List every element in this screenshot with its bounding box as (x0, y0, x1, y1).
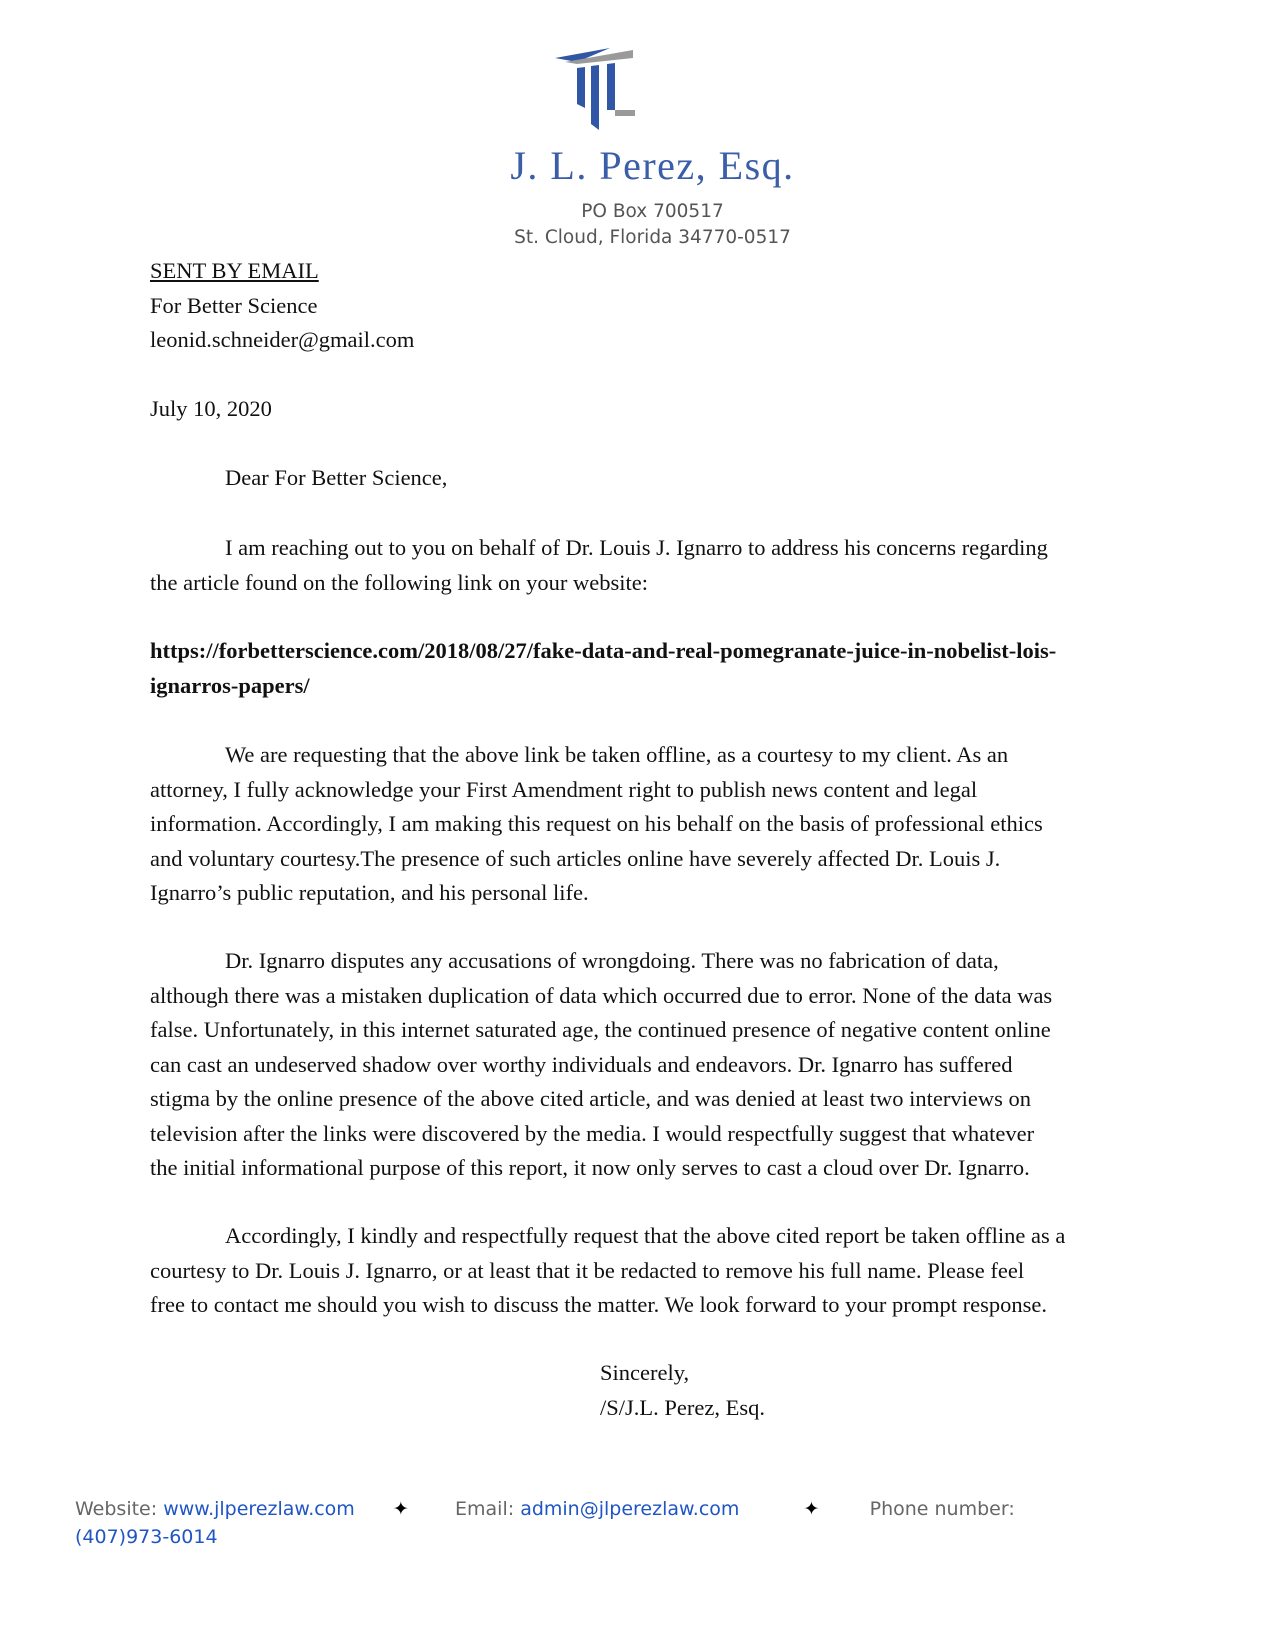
paragraph-line: the initial informational purpose of this report, it now only serves to cast a cloud over Dr. Ignarro. (150, 1155, 1030, 1180)
email-label: Email: (455, 1498, 515, 1520)
paragraph-line: Ignarro’s public reputation, and his personal life. (150, 880, 589, 905)
paragraph-line: the article found on the following link on your website: (150, 569, 649, 595)
address-po-box: PO Box 700517 (581, 201, 724, 222)
paragraph-line: can cast an undeserved shadow over worthy individuals and endeavors. Dr. Ignarro has suffered (150, 1051, 1013, 1077)
firm-name: J. L. Perez, Esq. (510, 143, 795, 188)
valediction: Sincerely, (600, 1360, 690, 1385)
date-text: July 10, 2020 (150, 396, 272, 421)
pillars-logo-icon (555, 48, 645, 138)
paragraph-line: and voluntary courtesy.The presence of such articles online have severely affected Dr. Louis J. (150, 845, 1001, 871)
article-link[interactable] (150, 634, 1165, 703)
website-link[interactable]: www.jlperezlaw.com (163, 1498, 355, 1520)
email-link[interactable]: admin@jlperezlaw.com (520, 1498, 740, 1520)
article-link-line[interactable]: https://forbetterscience.com/2018/08/27/fake-data-and-real-pomegranate-juice-in-nobelist-lois- (150, 638, 1057, 663)
closing-block (600, 1356, 1000, 1425)
separator-icon: ✦ (803, 1498, 820, 1520)
salutation (150, 461, 1165, 496)
paragraph-line: although there was a mistaken duplication of data which occurred due to error. None of the data was (150, 982, 1053, 1008)
recipient-name: For Better Science (150, 292, 318, 318)
paragraph-line: stigma by the online presence of the above cited article, and was denied at least two interviews on (150, 1086, 1031, 1111)
paragraph-line: television after the links were discovered by the media. I would respectfully suggest that whatever (150, 1120, 1035, 1146)
paragraph-line: false. Unfortunately, in this internet saturated age, the continued presence of negative content online (150, 1017, 1051, 1042)
phone-link[interactable]: (407)973-6014 (75, 1526, 218, 1548)
paragraph-line: Dr. Ignarro disputes any accusations of wrongdoing. There was no fabrication of data, (225, 948, 999, 973)
salutation-text: Dear For Better Science, (225, 465, 448, 490)
paragraph-line: I am reaching out to you on behalf of Dr. Louis J. Ignarro to address his concerns regarding (225, 535, 1048, 560)
paragraph-line: attorney, I fully acknowledge your First Amendment right to publish news content and legal (150, 776, 978, 802)
phone-label: Phone number: (869, 1498, 1015, 1520)
separator-icon: ✦ (392, 1498, 409, 1520)
paragraph-line: We are requesting that the above link be taken offline, as a courtesy to my client. As an (225, 742, 1009, 767)
address-city: St. Cloud, Florida 34770-0517 (514, 227, 791, 248)
footer-contact (75, 1498, 1225, 1554)
paragraph-line: information. Accordingly, I am making this request on his behalf on the basis of professional ethics (150, 811, 1043, 836)
paragraph-line: courtesy to Dr. Louis J. Ignarro, or at least that it be redacted to remove his full name. Please feel (150, 1257, 1025, 1283)
paragraph-dispute (150, 944, 1165, 1186)
delivery-method: SENT BY EMAIL (150, 258, 319, 283)
website-label: Website: (75, 1498, 158, 1520)
paragraph-request (150, 738, 1165, 911)
letter-date (150, 392, 1165, 427)
paragraph-closing-request (150, 1219, 1165, 1323)
recipient-block (150, 254, 1165, 358)
recipient-email: leonid.schneider@gmail.com (150, 327, 415, 352)
article-link-line[interactable]: ignarros-papers/ (150, 672, 310, 698)
paragraph-intro (150, 531, 1165, 600)
signature: /S/J.L. Perez, Esq. (600, 1394, 765, 1420)
paragraph-line: free to contact me should you wish to discuss the matter. We look forward to your prompt response. (150, 1292, 1047, 1317)
paragraph-line: Accordingly, I kindly and respectfully request that the above cited report be taken offline as a (225, 1223, 1066, 1248)
